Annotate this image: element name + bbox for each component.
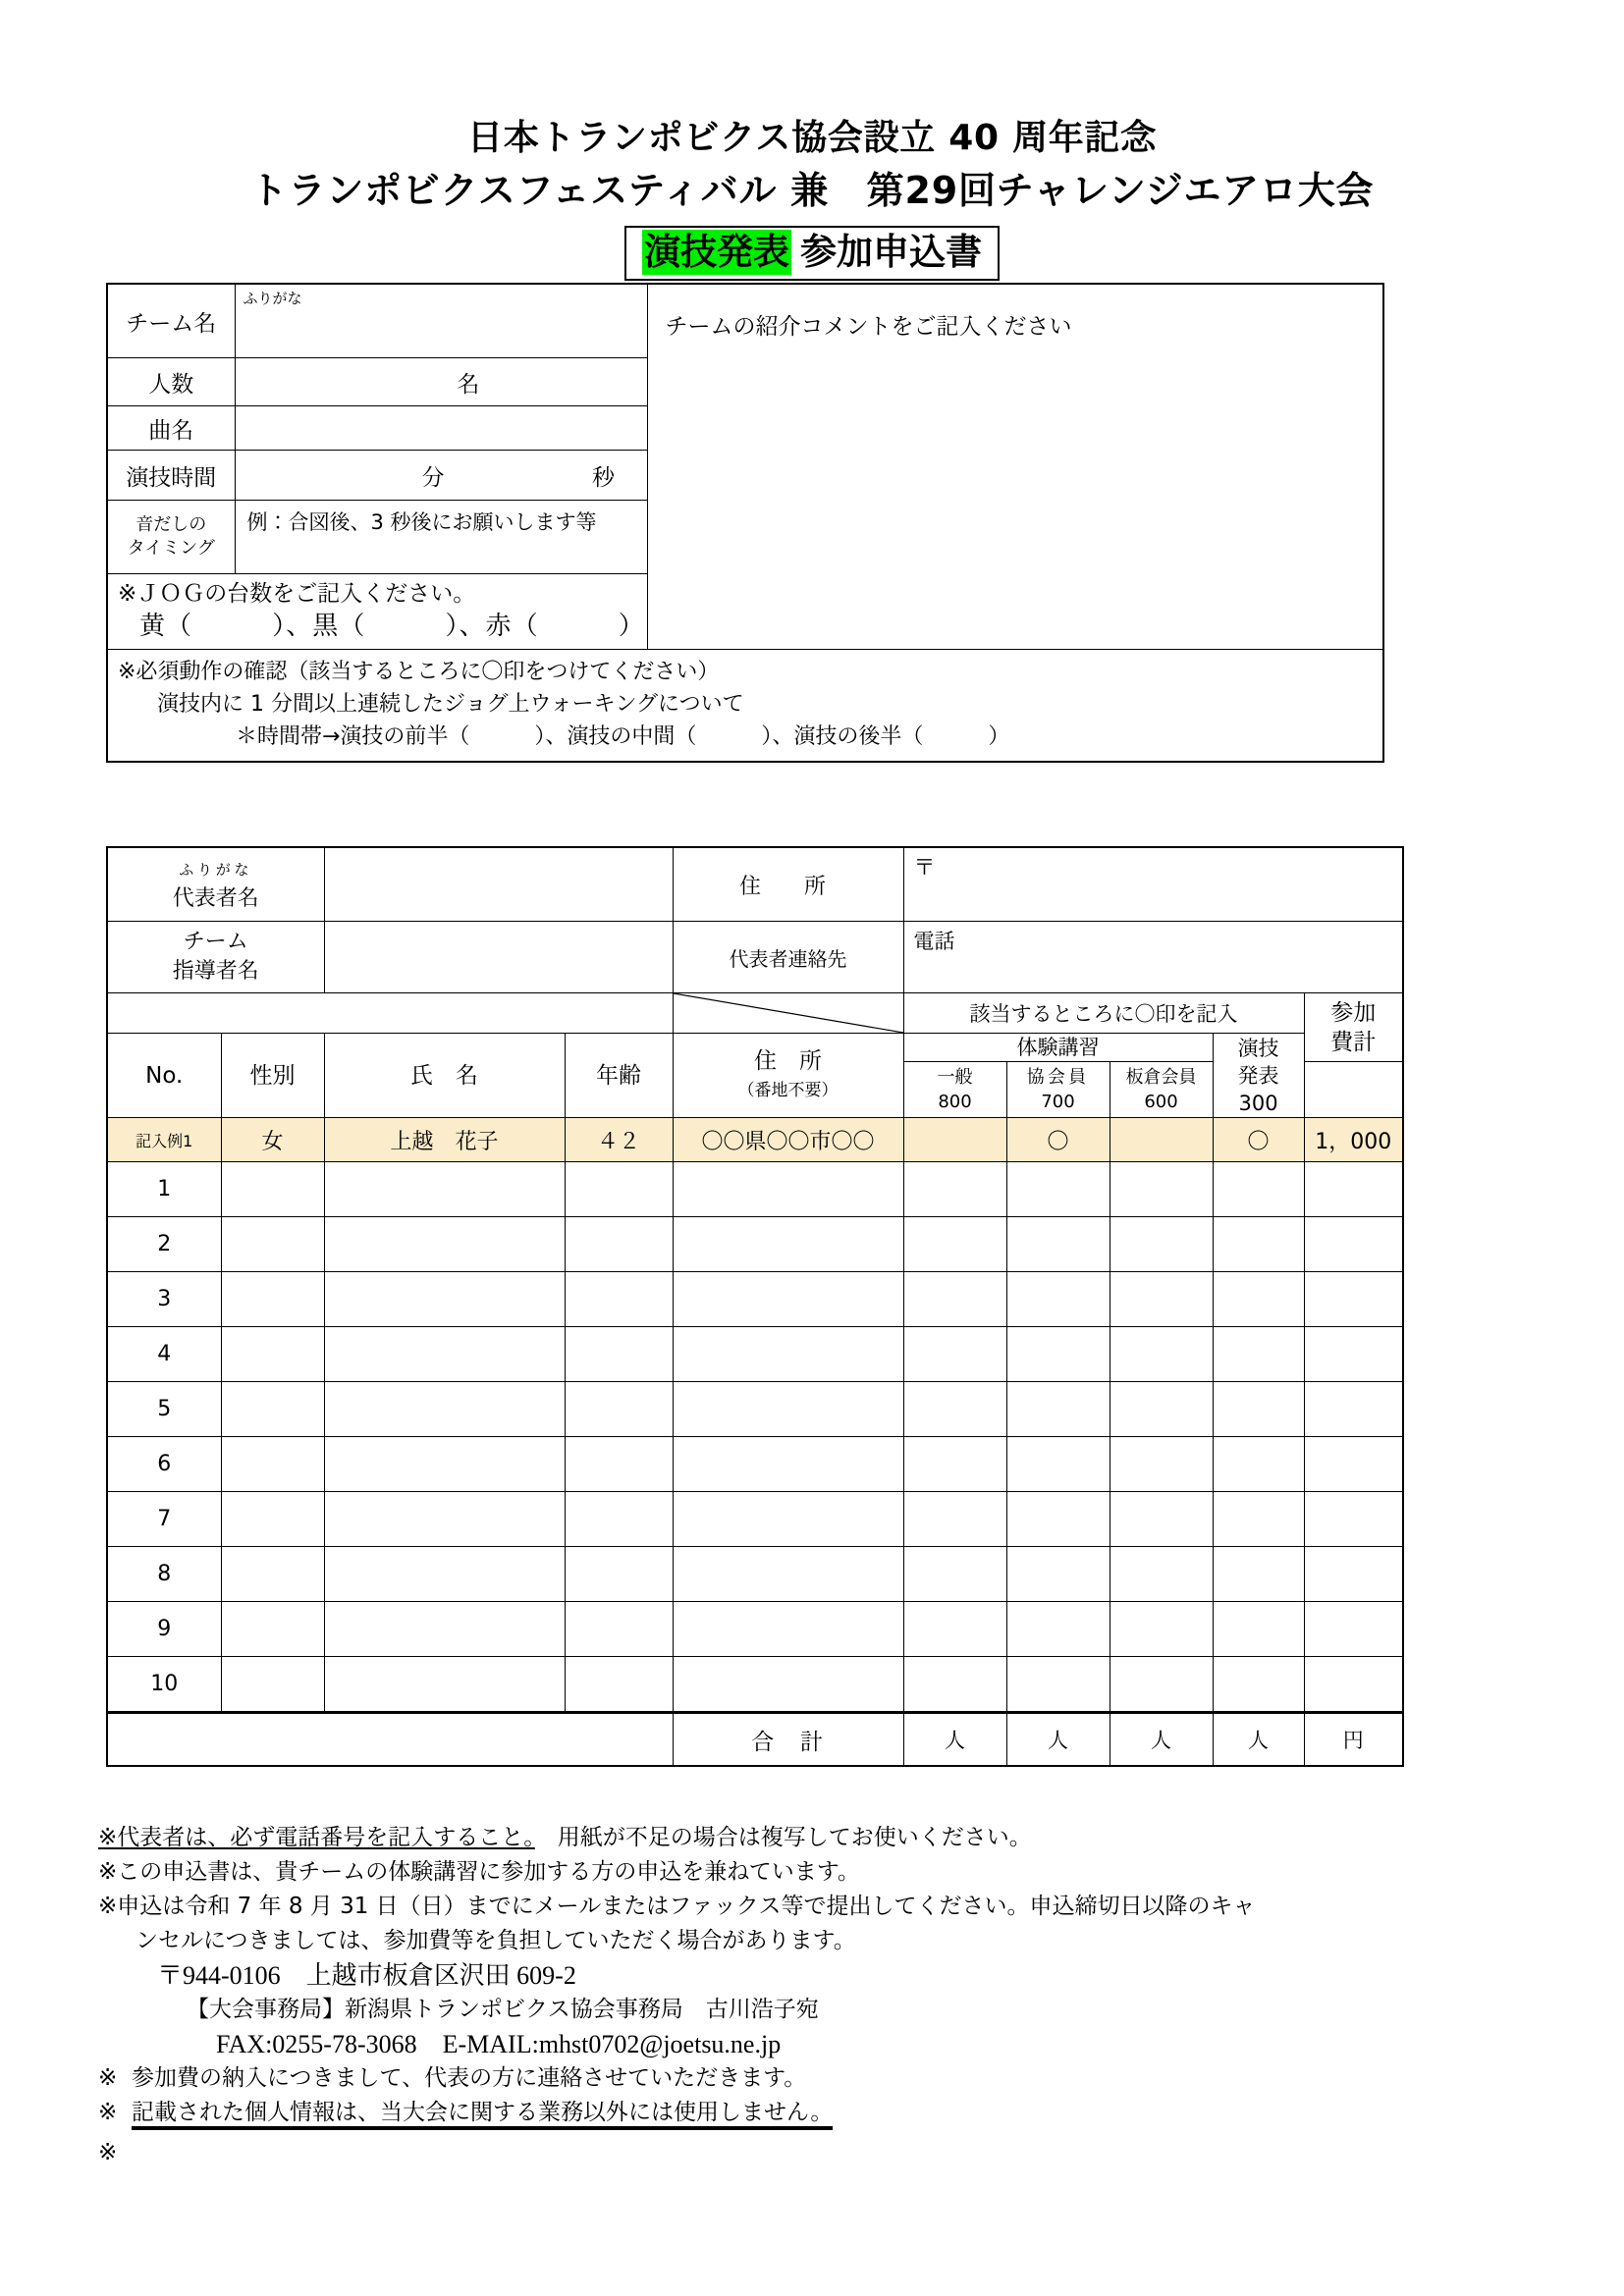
cue-timing-label	[107, 501, 235, 574]
row-ippan-mark[interactable]	[903, 1437, 1006, 1492]
column-header-name: 氏 名	[324, 1034, 565, 1118]
row-total[interactable]	[1304, 1602, 1403, 1657]
column-header-engi-fee: 300	[1238, 1091, 1278, 1115]
row-name[interactable]	[324, 1327, 565, 1382]
row-engi-mark[interactable]	[1213, 1382, 1304, 1437]
row-name[interactable]	[324, 1272, 565, 1327]
row-engi-mark[interactable]	[1213, 1547, 1304, 1602]
column-header-kyokai-fee: 700	[1041, 1092, 1075, 1112]
row-address[interactable]	[673, 1217, 903, 1272]
column-header-address-sub: （番地不要）	[737, 1080, 839, 1100]
row-itakura-mark[interactable]	[1110, 1657, 1213, 1713]
fax-email-line: FAX:0255-78-3068 E-MAIL:mhst0702@joetsu.ne.jp	[216, 2030, 782, 2058]
row-total[interactable]	[1304, 1162, 1403, 1217]
row-engi-mark[interactable]	[1213, 1272, 1304, 1327]
mark-instruction-row	[107, 993, 1403, 1034]
required-note-3: ＊時間帯→演技の前半（ ）、演技の中間（ ）、演技の後半（ ）	[236, 724, 1010, 749]
totals-kyokai-unit[interactable]: 人	[1006, 1713, 1110, 1767]
furigana-hint: ふりがな	[243, 290, 302, 307]
form-title-box	[624, 226, 1000, 281]
row-ippan-mark[interactable]	[903, 1327, 1006, 1382]
column-header-ippan-label: 一般	[937, 1067, 973, 1088]
group-header-taiken: 体験講習	[903, 1034, 1213, 1062]
row-kyokai-mark[interactable]	[1006, 1327, 1110, 1382]
row-kyokai-mark[interactable]	[1006, 1657, 1110, 1713]
column-header-itakura-fee: 600	[1144, 1092, 1178, 1112]
required-action-field[interactable]	[107, 650, 1383, 763]
row-engi-mark[interactable]	[1213, 1437, 1304, 1492]
member-count-unit: 名	[457, 371, 480, 398]
row-age[interactable]	[565, 1272, 673, 1327]
row-kyokai-mark[interactable]	[1006, 1272, 1110, 1327]
footer-notes	[98, 1821, 1522, 2170]
row-no: 10	[107, 1657, 221, 1713]
note-6	[98, 2136, 1522, 2170]
column-header-no: No.	[107, 1034, 221, 1118]
coach-name-input[interactable]	[324, 922, 673, 993]
form-title-highlight: 演技発表	[644, 231, 789, 273]
note-5-symbol: ※	[98, 2100, 118, 2125]
row-address[interactable]	[673, 1492, 903, 1547]
example-age: ４２	[565, 1118, 673, 1162]
table-row	[107, 1657, 1403, 1713]
participant-entry-table	[106, 846, 1404, 1767]
row-itakura-mark[interactable]	[1110, 1547, 1213, 1602]
row-no: 7	[107, 1492, 221, 1547]
team-comment-input[interactable]	[647, 284, 1383, 650]
column-header-address-main: 住 所	[754, 1047, 823, 1074]
table-row	[107, 1327, 1403, 1382]
team-name-label: チーム名	[107, 284, 235, 358]
jog-counts: 黄（ ）、黒（ ）、赤（ ）	[139, 612, 645, 641]
row-engi-mark[interactable]	[1213, 1327, 1304, 1382]
row-gender[interactable]	[221, 1547, 324, 1602]
row-total[interactable]	[1304, 1657, 1403, 1713]
required-note-1: ※必須動作の確認（該当するところに〇印をつけてください）	[118, 660, 720, 684]
row-ippan-mark[interactable]	[903, 1602, 1006, 1657]
row-address[interactable]	[673, 1657, 903, 1713]
row-itakura-mark[interactable]	[1110, 1217, 1213, 1272]
column-header-age: 年齢	[565, 1034, 673, 1118]
row-no: 3	[107, 1272, 221, 1327]
row-kyokai-mark[interactable]	[1006, 1547, 1110, 1602]
row-age[interactable]	[565, 1492, 673, 1547]
row-itakura-mark[interactable]	[1110, 1602, 1213, 1657]
totals-row	[107, 1713, 1403, 1767]
row-age[interactable]	[565, 1382, 673, 1437]
totals-engi-unit[interactable]: 人	[1213, 1713, 1304, 1767]
row-gender[interactable]	[221, 1657, 324, 1713]
row-age[interactable]	[565, 1162, 673, 1217]
row-total[interactable]	[1304, 1382, 1403, 1437]
coach-row	[107, 922, 1403, 993]
row-engi-mark[interactable]	[1213, 1492, 1304, 1547]
row-name[interactable]	[324, 1602, 565, 1657]
member-count-input[interactable]	[235, 358, 647, 406]
totals-ippan-unit[interactable]: 人	[903, 1713, 1006, 1767]
row-age[interactable]	[565, 1657, 673, 1713]
row-itakura-mark[interactable]	[1110, 1382, 1213, 1437]
table-row	[107, 1437, 1403, 1492]
example-total: 1，000	[1304, 1118, 1403, 1162]
representative-name-input[interactable]	[324, 847, 673, 922]
row-name[interactable]	[324, 1492, 565, 1547]
mark-instruction-text: 該当するところに〇印を記入	[903, 993, 1304, 1034]
row-total[interactable]	[1304, 1437, 1403, 1492]
row-address[interactable]	[673, 1162, 903, 1217]
column-header-gender: 性別	[221, 1034, 324, 1118]
representative-name-label-text: 代表者名	[172, 886, 259, 911]
note-5-text: 記載された個人情報は、当大会に関する業務以外には使用しません。	[132, 2100, 833, 2130]
example-gender: 女	[221, 1118, 324, 1162]
row-address[interactable]	[673, 1272, 903, 1327]
example-itakura-mark	[1110, 1118, 1213, 1162]
note-4	[98, 2061, 1522, 2096]
note-1-rest: 用紙が不足の場合は複写してお使いください。	[534, 1825, 1032, 1850]
totals-blank-cell	[107, 1713, 673, 1767]
column-header-kyokai-label: 協会員	[1026, 1067, 1090, 1088]
representative-phone-input[interactable]	[903, 922, 1403, 993]
perf-time-input[interactable]	[235, 451, 647, 501]
row-total[interactable]	[1304, 1272, 1403, 1327]
row-kyokai-mark[interactable]	[1006, 1492, 1110, 1547]
row-total[interactable]	[1304, 1217, 1403, 1272]
table-row	[107, 1547, 1403, 1602]
row-engi-mark[interactable]	[1213, 1657, 1304, 1713]
note-4-text: 参加費の納入につきまして、代表の方に連絡させていただきます。	[132, 2065, 807, 2091]
total-fee-header-line1: 参加	[1330, 999, 1377, 1026]
note-5	[98, 2096, 1522, 2130]
perf-time-minutes-unit: 分	[421, 464, 445, 491]
row-total[interactable]	[1304, 1547, 1403, 1602]
cue-timing-label-line2: タイミング	[127, 538, 215, 559]
team-name-input[interactable]	[235, 284, 647, 358]
coach-name-label	[107, 922, 324, 993]
row-address[interactable]	[673, 1327, 903, 1382]
example-engi-mark: 〇	[1213, 1118, 1304, 1162]
postal-symbol: 〒	[913, 856, 936, 881]
row-address[interactable]	[673, 1602, 903, 1657]
row-name[interactable]	[324, 1657, 565, 1713]
row-address[interactable]	[673, 1382, 903, 1437]
representative-contact-label: 代表者連絡先	[673, 922, 903, 993]
row-age[interactable]	[565, 1602, 673, 1657]
column-header-kyokai	[1006, 1062, 1110, 1118]
totals-itakura-unit[interactable]: 人	[1110, 1713, 1213, 1767]
row-no: 6	[107, 1437, 221, 1492]
row-no: 1	[107, 1162, 221, 1217]
row-gender[interactable]	[221, 1272, 324, 1327]
address-label: 住 所	[673, 847, 903, 922]
example-no: 記入例1	[107, 1118, 221, 1162]
cue-timing-label-line1: 音だしの	[135, 514, 207, 535]
member-count-label: 人数	[107, 358, 235, 406]
row-gender[interactable]	[221, 1492, 324, 1547]
row-ippan-mark[interactable]	[903, 1162, 1006, 1217]
table-row	[107, 1217, 1403, 1272]
row-no: 9	[107, 1602, 221, 1657]
row-itakura-mark[interactable]	[1110, 1492, 1213, 1547]
cue-timing-input[interactable]	[235, 501, 647, 574]
team-name-row	[107, 284, 1383, 358]
row-name[interactable]	[324, 1547, 565, 1602]
title-line-2: トランポビクスフェスティバル 兼 第29回チャレンジエアロ大会	[249, 169, 1375, 212]
row-engi-mark[interactable]	[1213, 1217, 1304, 1272]
row-engi-mark[interactable]	[1213, 1602, 1304, 1657]
table-row	[107, 1602, 1403, 1657]
row-age[interactable]	[565, 1217, 673, 1272]
title-line-1: 日本トランポビクス協会設立 40 周年記念	[467, 118, 1157, 158]
diagonal-slash-cell	[673, 993, 903, 1034]
required-action-row	[107, 650, 1383, 763]
row-itakura-mark[interactable]	[1110, 1162, 1213, 1217]
perf-time-label: 演技時間	[107, 451, 235, 501]
row-ippan-mark[interactable]	[903, 1382, 1006, 1437]
row-ippan-mark[interactable]	[903, 1492, 1006, 1547]
jog-count-field[interactable]	[107, 574, 647, 650]
totals-label: 合 計	[673, 1713, 903, 1767]
row-age[interactable]	[565, 1547, 673, 1602]
form-title-container	[0, 226, 1624, 281]
row-address[interactable]	[673, 1437, 903, 1492]
row-gender[interactable]	[221, 1382, 324, 1437]
row-name[interactable]	[324, 1217, 565, 1272]
jog-note: ※ＪＯＧの台数をご記入ください。	[118, 581, 476, 607]
example-address: 〇〇県〇〇市〇〇	[673, 1118, 903, 1162]
representative-furigana-label: ふりがな	[179, 861, 253, 879]
column-header-ippan-fee: 800	[938, 1092, 972, 1112]
song-input[interactable]	[235, 406, 647, 451]
row-gender[interactable]	[221, 1217, 324, 1272]
phone-label: 電話	[913, 930, 955, 953]
row-itakura-mark[interactable]	[1110, 1437, 1213, 1492]
row-address[interactable]	[673, 1547, 903, 1602]
example-name: 上越 花子	[324, 1118, 565, 1162]
row-gender[interactable]	[221, 1327, 324, 1382]
column-header-address	[673, 1034, 903, 1118]
row-age[interactable]	[565, 1327, 673, 1382]
team-comment-prompt: チームの紹介コメントをご記入ください	[665, 314, 1072, 340]
note-6-symbol: ※	[98, 2140, 118, 2165]
column-header-engi-line2: 発表	[1237, 1063, 1279, 1088]
row-kyokai-mark[interactable]	[1006, 1162, 1110, 1217]
row-kyokai-mark[interactable]	[1006, 1602, 1110, 1657]
cue-timing-example: 例：合図後、3 秒後にお願いします等	[246, 510, 597, 534]
note-4-symbol: ※	[98, 2065, 118, 2091]
row-gender[interactable]	[221, 1602, 324, 1657]
note-3-line-2: ンセルにつきましては、参加費等を負担していただく場合があります。	[135, 1928, 856, 1953]
example-table-row	[107, 1118, 1403, 1162]
column-header-itakura-label: 板倉会員	[1125, 1067, 1197, 1088]
song-label: 曲名	[107, 406, 235, 451]
office-postal-address: 〒944-0106 上越市板倉区沢田 609-2	[157, 1961, 576, 1990]
total-fee-header-line2: 費計	[1330, 1029, 1377, 1055]
note-3-line-1: ※申込は令和 7 年 8 月 31 日（日）までにメールまたはファックス等で提出してください。申込締切日以降のキャ	[98, 1894, 1256, 1919]
row-ippan-mark[interactable]	[903, 1272, 1006, 1327]
row-ippan-mark[interactable]	[903, 1657, 1006, 1713]
row-no: 8	[107, 1547, 221, 1602]
representative-row	[107, 847, 1403, 922]
row-engi-mark[interactable]	[1213, 1162, 1304, 1217]
document-titles	[0, 0, 1624, 281]
table-row	[107, 1272, 1403, 1327]
row-age[interactable]	[565, 1437, 673, 1492]
group-header-row	[107, 1034, 1403, 1062]
column-header-ippan	[903, 1062, 1006, 1118]
row-itakura-mark[interactable]	[1110, 1272, 1213, 1327]
note-1-underlined: ※代表者は、必ず電話番号を記入すること。	[98, 1825, 535, 1850]
coach-label-line2: 指導者名	[172, 959, 259, 984]
table-row	[107, 1162, 1403, 1217]
total-fee-column-header	[1304, 993, 1403, 1062]
row-no: 2	[107, 1217, 221, 1272]
note-2: ※この申込書は、貴チームの体験講習に参加する方の申込を兼ねています。	[98, 1859, 860, 1885]
coach-label-line1: チーム	[183, 930, 248, 954]
row-total[interactable]	[1304, 1492, 1403, 1547]
row-kyokai-mark[interactable]	[1006, 1437, 1110, 1492]
required-note-2: 演技内に 1 分間以上連続したジョグ上ウォーキングについて	[157, 692, 744, 717]
row-itakura-mark[interactable]	[1110, 1327, 1213, 1382]
row-name[interactable]	[324, 1162, 565, 1217]
row-name[interactable]	[324, 1382, 565, 1437]
table-row	[107, 1492, 1403, 1547]
row-gender[interactable]	[221, 1162, 324, 1217]
row-no: 5	[107, 1382, 221, 1437]
team-info-table	[106, 283, 1384, 763]
column-header-itakura	[1110, 1062, 1213, 1118]
example-ippan-mark	[903, 1118, 1006, 1162]
representative-address-input[interactable]	[903, 847, 1403, 922]
column-header-engi-line1: 演技	[1237, 1036, 1279, 1060]
row-kyokai-mark[interactable]	[1006, 1382, 1110, 1437]
perf-time-seconds-unit: 秒	[591, 464, 616, 491]
row-gender[interactable]	[221, 1437, 324, 1492]
row-no: 4	[107, 1327, 221, 1382]
office-name-line: 【大会事務局】新潟県トランポビクス協会事務局 古川浩子宛	[187, 1997, 819, 2022]
form-title-rest: 参加申込書	[800, 231, 982, 273]
example-kyokai-mark: 〇	[1006, 1118, 1110, 1162]
representative-name-label	[107, 847, 324, 922]
table-row	[107, 1382, 1403, 1437]
row-name[interactable]	[324, 1437, 565, 1492]
totals-money-unit[interactable]: 円	[1304, 1713, 1403, 1767]
row-ippan-mark[interactable]	[903, 1217, 1006, 1272]
row-total[interactable]	[1304, 1327, 1403, 1382]
diagonal-line-icon	[674, 993, 903, 1033]
column-header-engi	[1213, 1034, 1304, 1118]
row-ippan-mark[interactable]	[903, 1547, 1006, 1602]
row-kyokai-mark[interactable]	[1006, 1217, 1110, 1272]
note-1	[98, 1821, 1522, 1855]
